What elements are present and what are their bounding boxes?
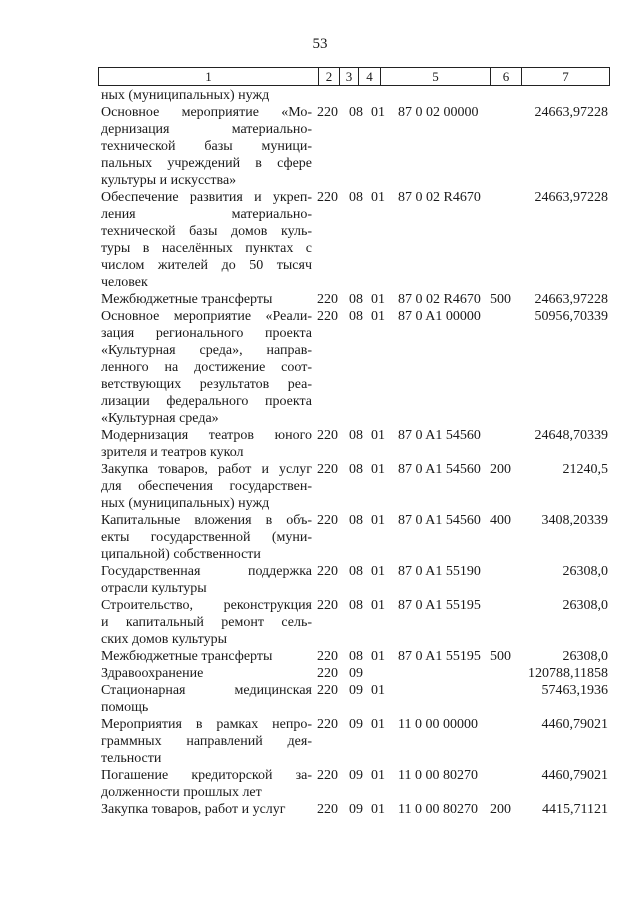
row-name — [101, 801, 312, 818]
cell-chapter-code: 09 — [349, 768, 363, 783]
row-name-line: Межбюджетные трансферты — [101, 292, 273, 307]
cell-expense-type-code: 500 — [490, 649, 511, 664]
cell-target-article-code: 11 0 00 00000 — [398, 717, 478, 732]
row-name-line: ципальной) собственности — [101, 547, 261, 562]
row-name-line: Основное мероприятие «Реали- — [101, 309, 312, 324]
row-name — [101, 682, 312, 716]
cell-target-article-code: 11 0 00 80270 — [398, 768, 478, 783]
cell-chapter-code: 08 — [349, 649, 363, 664]
row-name-line: технической базы муници- — [101, 139, 312, 154]
cell-amount: 26308,0 — [562, 564, 608, 579]
row-name-line: ских домов культуры — [101, 632, 227, 647]
row-name — [101, 716, 312, 767]
table-header — [98, 67, 610, 86]
cell-section-code: 220 — [317, 717, 338, 732]
cell-subsection-code: 01 — [371, 462, 385, 477]
row-name-line: дернизация материально- — [101, 122, 312, 137]
row-name-line: зрителя и театров кукол — [101, 445, 244, 460]
cell-subsection-code: 01 — [371, 802, 385, 817]
row-name — [101, 767, 312, 801]
cell-amount: 3408,20339 — [541, 513, 608, 528]
cell-amount: 24663,97228 — [534, 190, 608, 205]
cell-section-code: 220 — [317, 802, 338, 817]
cell-section-code: 220 — [317, 666, 338, 681]
cell-amount: 57463,1936 — [541, 683, 608, 698]
row-name-line: «Культурная среда» — [101, 411, 219, 426]
cell-expense-type-code: 200 — [490, 462, 511, 477]
row-name-line: Межбюджетные трансферты — [101, 649, 273, 664]
row-name-line: пальных учреждений в сфере — [101, 156, 312, 171]
cell-subsection-code: 01 — [371, 717, 385, 732]
cell-section-code: 220 — [317, 292, 338, 307]
cell-chapter-code: 08 — [349, 462, 363, 477]
cell-amount: 120788,11858 — [528, 666, 608, 681]
cell-chapter-code: 08 — [349, 309, 363, 324]
cell-target-article-code: 87 0 A1 54560 — [398, 462, 481, 477]
cell-chapter-code: 09 — [349, 666, 363, 681]
cell-amount: 50956,70339 — [534, 309, 608, 324]
page-number: 53 — [312, 36, 328, 52]
header-col-5: 5 — [380, 68, 490, 85]
row-name-line: технической базы домов куль- — [101, 224, 312, 239]
cell-target-article-code: 87 0 A1 55195 — [398, 649, 481, 664]
cell-subsection-code: 01 — [371, 190, 385, 205]
row-name-line: екты государственной (муни- — [101, 530, 312, 545]
cell-subsection-code: 01 — [371, 105, 385, 120]
cell-subsection-code: 01 — [371, 598, 385, 613]
cell-target-article-code: 87 0 02 R4670 — [398, 292, 481, 307]
row-name — [101, 87, 312, 104]
cell-chapter-code: 08 — [349, 428, 363, 443]
cell-amount: 26308,0 — [562, 598, 608, 613]
row-name-line: ных (муниципальных) нужд — [101, 496, 270, 511]
cell-target-article-code: 87 0 A1 55190 — [398, 564, 481, 579]
cell-chapter-code: 09 — [349, 683, 363, 698]
header-col-1: 1 — [205, 69, 212, 84]
cell-amount: 24648,70339 — [534, 428, 608, 443]
cell-subsection-code: 01 — [371, 768, 385, 783]
header-col-3: 3 — [339, 68, 358, 85]
row-name-line: Закупка товаров, работ и услуг — [101, 462, 312, 477]
row-name-line: Мероприятия в рамках непро- — [101, 717, 312, 732]
row-name-line: Государственная поддержка — [101, 564, 312, 579]
row-name — [101, 665, 312, 682]
row-name — [101, 563, 312, 597]
cell-target-article-code: 11 0 00 80270 — [398, 802, 478, 817]
row-name-line: числом жителей до 50 тысяч — [101, 258, 312, 273]
row-name-line: Стационарная медицинская — [101, 683, 312, 698]
cell-subsection-code: 01 — [371, 309, 385, 324]
row-name-line: граммных направлений дея- — [101, 734, 312, 749]
cell-expense-type-code: 200 — [490, 802, 511, 817]
row-name-line: ления материально- — [101, 207, 312, 222]
row-name-line: Основное мероприятие «Мо- — [101, 105, 312, 120]
row-name-line: долженности прошлых лет — [101, 785, 262, 800]
cell-target-article-code: 87 0 A1 55195 — [398, 598, 481, 613]
cell-subsection-code: 01 — [371, 683, 385, 698]
cell-chapter-code: 08 — [349, 598, 363, 613]
row-name-line: Погашение кредиторской за- — [101, 768, 312, 783]
cell-target-article-code: 87 0 A1 00000 — [398, 309, 481, 324]
header-col-4: 4 — [358, 68, 380, 85]
cell-amount: 4415,71121 — [542, 802, 608, 817]
cell-section-code: 220 — [317, 768, 338, 783]
cell-amount: 24663,97228 — [534, 292, 608, 307]
row-name-line: культуры и искусства» — [101, 173, 237, 188]
row-name-line: зация регионального проекта — [101, 326, 312, 341]
cell-section-code: 220 — [317, 105, 338, 120]
cell-subsection-code: 01 — [371, 513, 385, 528]
cell-subsection-code: 01 — [371, 649, 385, 664]
cell-section-code: 220 — [317, 428, 338, 443]
cell-target-article-code: 87 0 02 R4670 — [398, 190, 481, 205]
row-name-line: и капитальный ремонт сель- — [101, 615, 312, 630]
row-name — [101, 189, 312, 291]
row-name-line: для обеспечения государствен- — [101, 479, 312, 494]
cell-amount: 4460,79021 — [541, 768, 608, 783]
row-name — [101, 308, 312, 427]
cell-target-article-code: 87 0 A1 54560 — [398, 428, 481, 443]
cell-chapter-code: 08 — [349, 105, 363, 120]
cell-section-code: 220 — [317, 598, 338, 613]
row-name — [101, 104, 312, 189]
row-name — [101, 648, 312, 665]
row-name — [101, 597, 312, 648]
row-name-line: Модернизация театров юного — [101, 428, 312, 443]
cell-target-article-code: 87 0 A1 54560 — [398, 513, 481, 528]
row-name — [101, 512, 312, 563]
row-name-line: «Культурная среда», направ- — [101, 343, 312, 358]
cell-chapter-code: 08 — [349, 292, 363, 307]
row-name — [101, 461, 312, 512]
cell-section-code: 220 — [317, 513, 338, 528]
cell-chapter-code: 09 — [349, 717, 363, 732]
row-name-line: Закупка товаров, работ и услуг — [101, 802, 286, 817]
cell-section-code: 220 — [317, 462, 338, 477]
cell-chapter-code: 08 — [349, 190, 363, 205]
row-name-line: Капитальные вложения в объ- — [101, 513, 312, 528]
cell-expense-type-code: 500 — [490, 292, 511, 307]
row-name-line: отрасли культуры — [101, 581, 207, 596]
cell-expense-type-code: 400 — [490, 513, 511, 528]
row-name-line: Здравоохранение — [101, 666, 204, 681]
row-name — [101, 291, 312, 308]
cell-subsection-code: 01 — [371, 428, 385, 443]
header-col-6: 6 — [490, 68, 521, 85]
cell-chapter-code: 08 — [349, 513, 363, 528]
row-name-line: туры в населённых пунктах с — [101, 241, 312, 256]
row-name-line: ленного на достижение соот- — [101, 360, 312, 375]
cell-target-article-code: 87 0 02 00000 — [398, 105, 479, 120]
row-name-line: Обеспечение развития и укреп- — [101, 190, 312, 205]
cell-chapter-code: 09 — [349, 802, 363, 817]
row-name-line: ветствующих результатов реа- — [101, 377, 312, 392]
cell-subsection-code: 01 — [371, 292, 385, 307]
cell-section-code: 220 — [317, 683, 338, 698]
cell-amount: 4460,79021 — [541, 717, 608, 732]
row-name-line: лизации федерального проекта — [101, 394, 312, 409]
cell-section-code: 220 — [317, 190, 338, 205]
cell-amount: 24663,97228 — [534, 105, 608, 120]
cell-subsection-code: 01 — [371, 564, 385, 579]
row-name-line: Строительство, реконструкция — [101, 598, 312, 613]
cell-amount: 26308,0 — [562, 649, 608, 664]
cell-section-code: 220 — [317, 649, 338, 664]
row-name-line: человек — [101, 275, 148, 290]
cell-section-code: 220 — [317, 564, 338, 579]
header-col-7: 7 — [521, 68, 609, 85]
row-name-line: помощь — [101, 700, 149, 715]
row-name — [101, 427, 312, 461]
row-name-line: тельности — [101, 751, 162, 766]
cell-chapter-code: 08 — [349, 564, 363, 579]
header-col-2: 2 — [318, 68, 339, 85]
cell-amount: 21240,5 — [562, 462, 608, 477]
row-name-line: ных (муниципальных) нужд — [101, 88, 270, 103]
cell-section-code: 220 — [317, 309, 338, 324]
